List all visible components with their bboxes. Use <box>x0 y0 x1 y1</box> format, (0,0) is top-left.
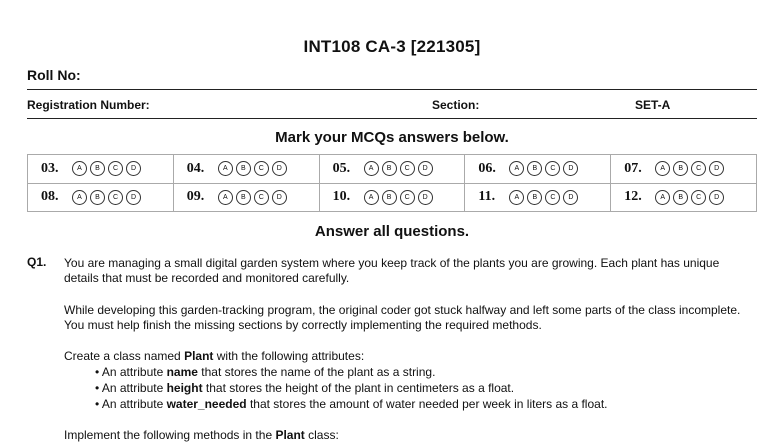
answer-bubble-b[interactable]: B <box>527 190 542 205</box>
answer-bubble-a[interactable]: A <box>655 161 670 176</box>
attribute-bullet-3 <box>95 397 608 412</box>
answer-bubble-b[interactable]: B <box>527 161 542 176</box>
class-name: Plant <box>184 349 214 363</box>
attribute-name: height <box>166 381 203 395</box>
answer-bubble-c[interactable]: C <box>254 190 269 205</box>
para4-text-end: class: <box>304 428 339 442</box>
registration-label: Registration Number: <box>27 98 150 112</box>
question-paragraph-3 <box>64 349 754 364</box>
answer-bubble-d[interactable]: D <box>709 190 724 205</box>
mcq-cell <box>465 155 611 184</box>
roll-no-label: Roll No: <box>27 67 81 83</box>
attribute-name: water_needed <box>166 397 247 411</box>
question-paragraph-1: You are managing a small digital garden system where you keep track of the plants you are growing. Each plant has unique details that must be recorded and monitored carefully. <box>64 256 720 285</box>
answer-bubble-a[interactable]: A <box>655 190 670 205</box>
answer-bubble-d[interactable]: D <box>563 190 578 205</box>
attribute-bullet-2 <box>95 381 514 396</box>
mcq-cell <box>28 155 174 184</box>
answer-bubble-b[interactable]: B <box>382 161 397 176</box>
para4-text: Implement the following methods in the <box>64 428 276 442</box>
bullet-text-end: that stores the height of the plant in centimeters as a float. <box>202 381 515 395</box>
question-number: 03. <box>41 160 59 176</box>
answer-bubble-d[interactable]: D <box>126 190 141 205</box>
answer-bubble-c[interactable]: C <box>545 190 560 205</box>
mcq-cell <box>173 183 319 212</box>
para3-text: Create a class named <box>64 349 185 363</box>
answer-bubble-c[interactable]: C <box>254 161 269 176</box>
mcq-row <box>28 183 757 212</box>
attribute-bullet-1 <box>95 365 435 380</box>
mcq-cell <box>611 183 757 212</box>
question-number: 07. <box>624 160 642 176</box>
question-paragraph-2: While developing this garden-tracking program, the original coder got stuck halfway and left some parts of the class incomplete. You must help finish the missing sections by correctly implementing the required methods. <box>64 303 741 332</box>
mcq-row <box>28 155 757 184</box>
answer-bubble-b[interactable]: B <box>236 190 251 205</box>
answer-bubble-b[interactable]: B <box>673 161 688 176</box>
answer-bubble-c[interactable]: C <box>691 161 706 176</box>
answer-bubble-b[interactable]: B <box>382 190 397 205</box>
question-number: 06. <box>478 160 496 176</box>
mcq-cell <box>173 155 319 184</box>
answer-bubble-d[interactable]: D <box>418 161 433 176</box>
answer-bubble-c[interactable]: C <box>545 161 560 176</box>
answer-bubble-b[interactable]: B <box>90 161 105 176</box>
answer-bubble-a[interactable]: A <box>509 161 524 176</box>
answer-bubble-a[interactable]: A <box>218 161 233 176</box>
answer-bubble-c[interactable]: C <box>108 161 123 176</box>
answer-bubble-c[interactable]: C <box>400 161 415 176</box>
divider-top <box>27 89 757 90</box>
answer-bubble-d[interactable]: D <box>709 161 724 176</box>
attribute-name: name <box>166 365 198 379</box>
question-number: 08. <box>41 189 59 205</box>
section-label: Section: <box>432 98 480 112</box>
answer-bubble-d[interactable]: D <box>418 190 433 205</box>
mcq-cell <box>611 155 757 184</box>
class-name: Plant <box>275 428 305 442</box>
answer-bubble-b[interactable]: B <box>236 161 251 176</box>
bullet-text-end: that stores the name of the plant as a string. <box>197 365 436 379</box>
answer-bubble-c[interactable]: C <box>400 190 415 205</box>
answer-bubble-a[interactable]: A <box>364 161 379 176</box>
answer-bubble-d[interactable]: D <box>126 161 141 176</box>
bullet-text: • An attribute <box>95 397 167 411</box>
answer-bubble-b[interactable]: B <box>90 190 105 205</box>
question-number: 05. <box>332 160 351 176</box>
mcq-answer-grid <box>27 154 757 212</box>
question-number: 11. <box>478 189 496 205</box>
answer-bubble-a[interactable]: A <box>218 190 233 205</box>
set-label: SET-A <box>635 98 671 112</box>
para3-text-end: with the following attributes: <box>213 349 365 363</box>
answer-heading: Answer all questions. <box>314 223 470 240</box>
answer-bubble-a[interactable]: A <box>509 190 524 205</box>
question-number: 04. <box>186 160 205 176</box>
bullet-text-end: that stores the amount of water needed per week in liters as a float. <box>246 397 608 411</box>
question-number: 10. <box>332 189 351 205</box>
mcq-cell <box>319 155 465 184</box>
exam-title: INT108 CA-3 [221305] <box>303 37 481 56</box>
answer-bubble-a[interactable]: A <box>72 161 87 176</box>
mcq-cell <box>28 183 174 212</box>
mcq-heading: Mark your MCQs answers below. <box>275 129 509 146</box>
answer-bubble-c[interactable]: C <box>691 190 706 205</box>
answer-bubble-c[interactable]: C <box>108 190 123 205</box>
bullet-text: • An attribute <box>95 365 167 379</box>
answer-bubble-d[interactable]: D <box>563 161 578 176</box>
answer-bubble-d[interactable]: D <box>272 161 287 176</box>
bullet-text: • An attribute <box>95 381 167 395</box>
answer-bubble-b[interactable]: B <box>673 190 688 205</box>
answer-bubble-a[interactable]: A <box>364 190 379 205</box>
answer-bubble-a[interactable]: A <box>72 190 87 205</box>
mcq-cell <box>319 183 465 212</box>
question-number: 09. <box>186 189 205 205</box>
divider-bottom <box>27 118 757 119</box>
question-label: Q1. <box>27 255 47 269</box>
question-number: 12. <box>624 189 642 205</box>
mcq-cell <box>465 183 611 212</box>
answer-bubble-d[interactable]: D <box>272 190 287 205</box>
